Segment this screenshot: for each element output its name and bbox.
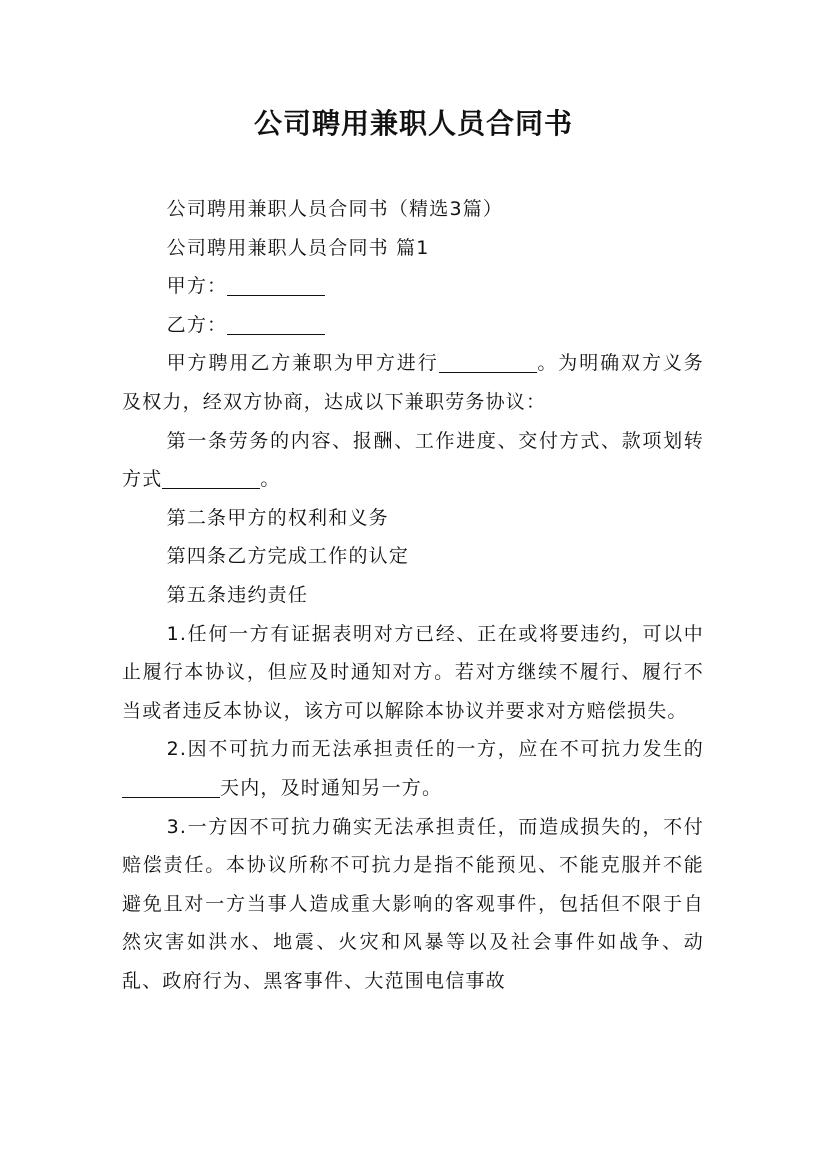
- document-body: [122, 190, 704, 1000]
- paragraph-clause-3: [122, 808, 704, 1001]
- paragraph-text: 第一条劳务的内容、报酬、工作进度、交付方式、款项划转方式: [122, 429, 704, 491]
- paragraph-text: 第二条甲方的权利和义务: [166, 506, 389, 529]
- paragraph-clause-1: [122, 615, 704, 731]
- paragraph-hiring: [122, 344, 704, 421]
- paragraph-article-4: [122, 537, 704, 576]
- fill-in-blank: [227, 275, 325, 296]
- paragraph-article-1: [122, 422, 704, 499]
- paragraph-text: 1.任何一方有证据表明对方已经、正在或将要违约，可以中止履行本协议，但应及时通知对方。若对方继续不履行、履行不当或者违反本协议，该方可以解除本协议并要求对方赔偿损失。: [122, 622, 704, 722]
- paragraph-article-2: [122, 499, 704, 538]
- paragraph-text: 第四条乙方完成工作的认定: [166, 545, 410, 568]
- fill-in-blank: [122, 777, 220, 798]
- paragraph-section-heading: [122, 229, 704, 268]
- paragraph-text: 3.一方因不可抗力确实无法承担责任，而造成损失的，不付赔偿责任。本协议所称不可抗力是指不能预见、不能克服并不能避免且对一方当事人造成重大影响的客观事件，包括但不限于自然灾害如洪水、地震、火灾和风暴等以及社会事件如战争、动乱、政府行为、黑客事件、大范围电信事故: [122, 815, 704, 992]
- paragraph-text: 公司聘用兼职人员合同书（精选3篇）: [166, 198, 504, 220]
- paragraph-text: 。: [260, 468, 281, 491]
- fill-in-blank: [227, 314, 325, 335]
- party-a-line: [122, 267, 704, 306]
- paragraph-text: 。为明确双方义务及权力，经双方协商，达成以下兼职劳务协议：: [122, 352, 704, 413]
- paragraph-article-5: [122, 576, 704, 615]
- paragraph-text: 甲方聘用乙方兼职为甲方进行: [166, 352, 439, 375]
- paragraph-subtitle: [122, 190, 704, 229]
- fill-in-blank: [162, 468, 260, 489]
- paragraph-text: 2.因不可抗力而无法承担责任的一方，应在不可抗力发生的: [166, 738, 704, 761]
- paragraph-text: 公司聘用兼职人员合同书 篇1: [166, 236, 430, 259]
- document-title: 公司聘用兼职人员合同书: [253, 107, 573, 140]
- paragraph-text: 天内，及时通知另一方。: [220, 776, 443, 799]
- fill-in-blank: [439, 352, 537, 373]
- party-b-line: [122, 306, 704, 345]
- party-b-label: 乙方：: [166, 313, 228, 336]
- paragraph-clause-2: [122, 730, 704, 807]
- party-a-label: 甲方：: [166, 275, 228, 298]
- paragraph-text: 第五条违约责任: [166, 583, 309, 606]
